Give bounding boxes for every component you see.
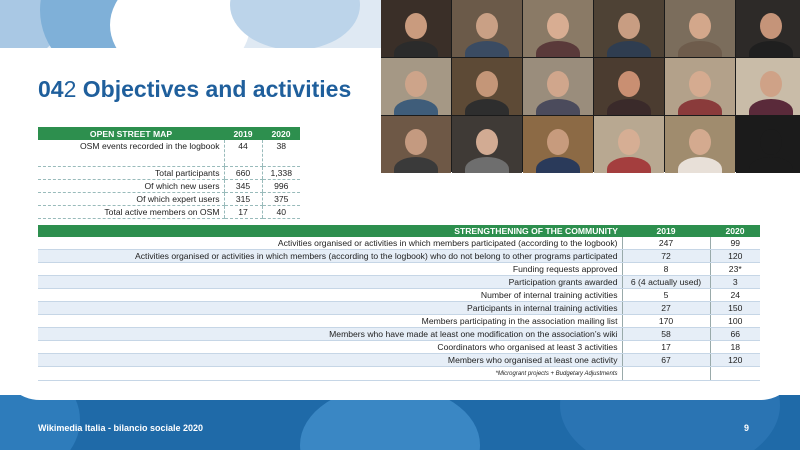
participant-body — [749, 157, 793, 173]
participant-body — [394, 157, 438, 173]
row-label: Of which new users — [38, 179, 224, 192]
participant-body — [465, 99, 509, 115]
value-2020: 99 — [710, 237, 760, 250]
community-table-header — [38, 225, 760, 237]
value-2020: 996 — [262, 179, 300, 192]
table-row — [38, 250, 760, 263]
table-row — [38, 237, 760, 250]
footer-text: Wikimedia Italia - bilancio sociale 2020 — [38, 423, 203, 433]
participant-face — [405, 13, 427, 39]
participant-video-tile — [452, 58, 522, 115]
participant-video-tile — [523, 58, 593, 115]
title-sub-number: 2 — [63, 76, 77, 102]
table-row — [38, 328, 760, 341]
community-header-title: STRENGTHENING OF THE COMMUNITY — [38, 225, 622, 237]
participant-video-tile — [594, 0, 664, 57]
row-label: Total participants — [38, 166, 224, 179]
community-header-2019: 2019 — [622, 225, 710, 237]
participant-body — [394, 99, 438, 115]
table-row — [38, 276, 760, 289]
participant-body — [607, 99, 651, 115]
row-label: Members who have made at least one modification on the association’s wiki — [38, 328, 622, 341]
table-row — [38, 192, 300, 205]
table-row — [38, 263, 760, 276]
participant-video-tile — [523, 0, 593, 57]
osm-header-2019: 2019 — [224, 127, 262, 140]
participant-face — [476, 129, 498, 155]
osm-header-title: OPEN STREET MAP — [38, 127, 224, 140]
participant-body — [607, 41, 651, 57]
row-label: Members participating in the association mailing list — [38, 315, 622, 328]
value-2020: 100 — [710, 315, 760, 328]
participant-video-tile — [665, 58, 735, 115]
participant-face — [476, 71, 498, 97]
decorative-bubble — [110, 0, 250, 50]
row-label: Participation grants awarded — [38, 276, 622, 289]
participant-video-tile — [381, 58, 451, 115]
empty-cell — [710, 367, 760, 381]
participant-face — [405, 129, 427, 155]
community-header-2020: 2020 — [710, 225, 760, 237]
participant-body — [678, 99, 722, 115]
participant-body — [465, 157, 509, 173]
participant-face — [547, 129, 569, 155]
table-row — [38, 315, 760, 328]
participant-face — [547, 13, 569, 39]
participant-face — [547, 71, 569, 97]
participant-body — [536, 157, 580, 173]
participant-face — [689, 13, 711, 39]
title-number: 04 — [38, 76, 64, 102]
row-label: Activities organised or activities in which members (according to the logbook) who do not belong to other programs participated — [38, 250, 622, 263]
table-row — [38, 179, 300, 192]
participant-video-tile — [452, 116, 522, 173]
value-2019: 6 (4 actually used) — [622, 276, 710, 289]
participant-face — [689, 71, 711, 97]
table-row — [38, 302, 760, 315]
footnote-row — [38, 367, 760, 381]
table-row — [38, 354, 760, 367]
empty-cell — [622, 367, 710, 381]
value-2019: 247 — [622, 237, 710, 250]
participant-face — [618, 71, 640, 97]
value-2020: 23* — [710, 263, 760, 276]
participant-video-tile — [665, 0, 735, 57]
row-label: Total active members on OSM — [38, 205, 224, 218]
participant-body — [536, 41, 580, 57]
value-2019: 315 — [224, 192, 262, 205]
osm-header-2020: 2020 — [262, 127, 300, 140]
osm-table-header — [38, 127, 300, 140]
participant-body — [536, 99, 580, 115]
participant-face — [618, 13, 640, 39]
participant-video-tile — [523, 116, 593, 173]
row-label: Activities organised or activities in which members participated (according to the logbook) — [38, 237, 622, 250]
row-label: Members who organised at least one activity — [38, 354, 622, 367]
participant-video-tile — [381, 116, 451, 173]
participant-face — [760, 13, 782, 39]
value-2019: 58 — [622, 328, 710, 341]
slide-title — [38, 76, 351, 103]
table-row — [38, 140, 300, 166]
value-2019: 17 — [622, 341, 710, 354]
participant-face — [760, 71, 782, 97]
row-label: Of which expert users — [38, 192, 224, 205]
value-2019: 345 — [224, 179, 262, 192]
value-2020: 375 — [262, 192, 300, 205]
value-2020: 40 — [262, 205, 300, 218]
participant-video-tile — [736, 0, 800, 57]
participant-video-tile — [381, 0, 451, 57]
participant-face — [476, 13, 498, 39]
row-label: Participants in internal training activities — [38, 302, 622, 315]
title-text: Objectives and activities — [82, 76, 352, 102]
value-2020: 1,338 — [262, 166, 300, 179]
video-call-grid — [381, 0, 800, 172]
page-number: 9 — [744, 423, 750, 433]
participant-body — [394, 41, 438, 57]
participant-video-tile — [594, 116, 664, 173]
row-label: Number of internal training activities — [38, 289, 622, 302]
table-row — [38, 289, 760, 302]
value-2019: 27 — [622, 302, 710, 315]
table-row — [38, 166, 300, 179]
row-label: Coordinators who organised at least 3 activities — [38, 341, 622, 354]
value-2020: 120 — [710, 354, 760, 367]
value-2020: 150 — [710, 302, 760, 315]
row-label: Funding requests approved — [38, 263, 622, 276]
participant-video-tile — [452, 0, 522, 57]
table-row — [38, 205, 300, 218]
participant-body — [749, 99, 793, 115]
footnote: *Microgrant projects + Budgetary Adjustments — [38, 367, 622, 381]
value-2019: 660 — [224, 166, 262, 179]
participant-body — [749, 41, 793, 57]
participant-body — [678, 157, 722, 173]
osm-table — [38, 127, 300, 219]
participant-body — [678, 41, 722, 57]
participant-face — [689, 129, 711, 155]
participant-face — [405, 71, 427, 97]
value-2020: 3 — [710, 276, 760, 289]
value-2019: 170 — [622, 315, 710, 328]
participant-face — [618, 129, 640, 155]
value-2019: 67 — [622, 354, 710, 367]
value-2020: 24 — [710, 289, 760, 302]
value-2019: 8 — [622, 263, 710, 276]
participant-video-tile — [594, 58, 664, 115]
value-2019: 17 — [224, 205, 262, 218]
value-2020: 38 — [262, 140, 300, 166]
community-table — [38, 225, 760, 381]
value-2019: 44 — [224, 140, 262, 166]
value-2020: 66 — [710, 328, 760, 341]
value-2020: 120 — [710, 250, 760, 263]
participant-face — [760, 129, 782, 155]
participant-video-tile — [736, 58, 800, 115]
participant-video-tile — [665, 116, 735, 173]
participant-video-tile — [736, 116, 800, 173]
value-2019: 5 — [622, 289, 710, 302]
row-label: OSM events recorded in the logbook — [38, 140, 224, 166]
decorative-bubble — [300, 395, 480, 450]
decorative-bubble — [230, 0, 360, 50]
participant-body — [607, 157, 651, 173]
table-row — [38, 341, 760, 354]
value-2020: 18 — [710, 341, 760, 354]
value-2019: 72 — [622, 250, 710, 263]
participant-body — [465, 41, 509, 57]
